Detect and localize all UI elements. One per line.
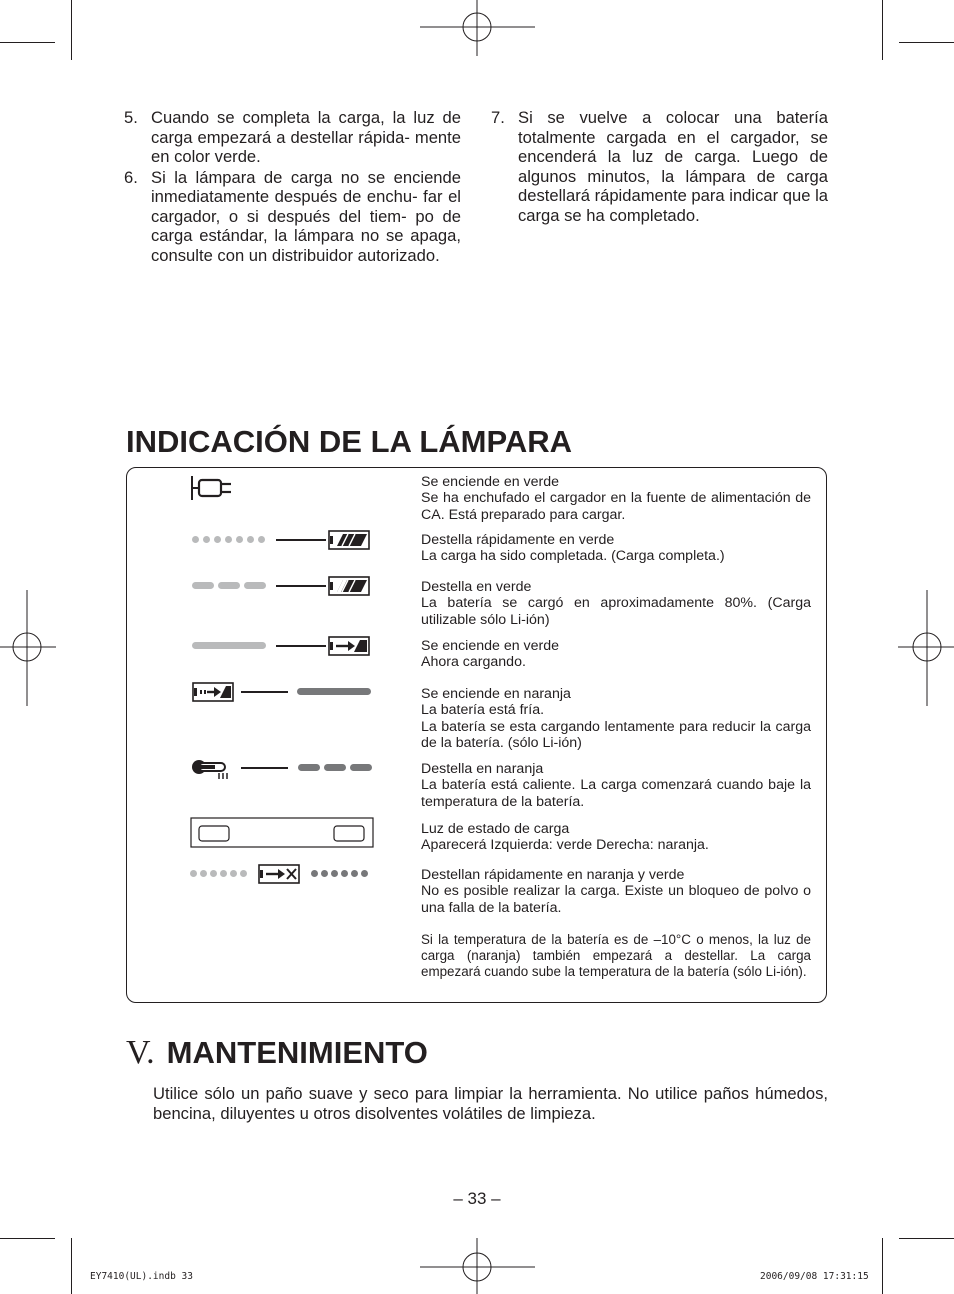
- footer-file-info: EY7410(UL).indb 33: [90, 1271, 193, 1282]
- registration-mark-right: [898, 590, 954, 706]
- page-number: – 33 –: [453, 1189, 501, 1208]
- lamp-row-1-description: Se enciende en verde Se ha enchufado el cargador en la fuente de alimentación de CA. Está preparado para cargar.: [421, 474, 811, 523]
- list-number: 5.: [124, 108, 138, 127]
- list-item-5: 5. Cuando se completa la carga, la luz de carga empezará a destellar rápida- mente en color verde.: [124, 108, 461, 166]
- connector-line: [276, 585, 326, 587]
- maintenance-text: Utilice sólo un paño suave y seco para limpiar la herramienta. No utilice paños húmedos, bencina, diluyentes u otros disolventes volátiles de limpieza.: [153, 1084, 828, 1123]
- charge-status-lights-panel: [190, 817, 374, 848]
- connector-line: [276, 645, 326, 647]
- connector-line: [241, 691, 288, 693]
- lamp-note: Si la temperatura de la batería es de –10°C o menos, la luz de carga (naranja) también empezará a destellar. La carga empezará cuando sube la temperatura de la batería (sólo Li-ión).: [421, 932, 811, 980]
- plug-icon: [189, 475, 237, 501]
- connector-line: [241, 767, 288, 769]
- lamp-row-3-description: Destella en verde La batería se cargó en aproximadamente 80%. (Carga utilizable sólo Li-ión): [421, 579, 811, 628]
- list-left: [124, 108, 461, 265]
- battery-charging-icon: [328, 636, 372, 656]
- battery-cold-icon: [192, 682, 236, 702]
- registration-mark-bottom: [420, 1238, 535, 1294]
- lamp-row-2-description: Destella rápidamente en verde La carga ha sido completada. (Carga completa.): [421, 532, 725, 565]
- footer-datetime: 2006/09/08 17:31:15: [760, 1271, 869, 1282]
- section-title-lamp: INDICACIÓN DE LA LÁMPARA: [126, 424, 573, 459]
- lamp-row-5-description: Se enciende en naranja La batería está fría. La batería se esta cargando lentamente para reducir la carga de la batería. (sólo Li-ión): [421, 686, 811, 752]
- section-title-maintenance: V. MANTENIMIENTO: [126, 1034, 428, 1071]
- battery-80-percent-icon: [328, 576, 372, 596]
- registration-mark-left: [0, 590, 56, 706]
- lamp-row-6-description: Destella en naranja La batería está caliente. La carga comenzará cuando baje la temperatura de la batería.: [421, 761, 811, 810]
- battery-error-icon: [258, 864, 302, 884]
- list-number: 6.: [124, 167, 138, 187]
- lamp-row-8-description: Destellan rápidamente en naranja y verde No es posible realizar la carga. Existe un bloqueo de polvo o una falla de la batería.: [421, 867, 811, 916]
- steady-light-green: [192, 642, 266, 649]
- thermometer-hot-icon: [191, 757, 235, 781]
- list-item-6: 6. Si la lámpara de carga no se enciende inmediatamente después de enchu- far el cargador, o si después del tiem- po de carga estándar, la lámpara no se apaga, consulte con un distribuidor autorizado.: [124, 167, 461, 265]
- lamp-row-4-description: Se enciende en verde Ahora cargando.: [421, 638, 560, 671]
- registration-mark-top: [420, 0, 535, 60]
- battery-full-icon: [328, 530, 372, 550]
- lamp-row-7-description: Luz de estado de carga Aparecerá Izquierda: verde Derecha: naranja.: [421, 821, 709, 854]
- section-roman-numeral: V.: [126, 1034, 155, 1071]
- connector-line: [276, 539, 326, 541]
- list-item-7: 7. Si se vuelve a colocar una batería totalmente cargada en el cargador, se encenderá la luz de carga. Luego de algunos minutos, la lámpara de carga destellará rápidamente para indicar que la carga se ha completado.: [491, 108, 828, 225]
- list-number: 7.: [491, 108, 505, 127]
- list-right: [491, 108, 828, 225]
- steady-light-orange: [297, 688, 371, 695]
